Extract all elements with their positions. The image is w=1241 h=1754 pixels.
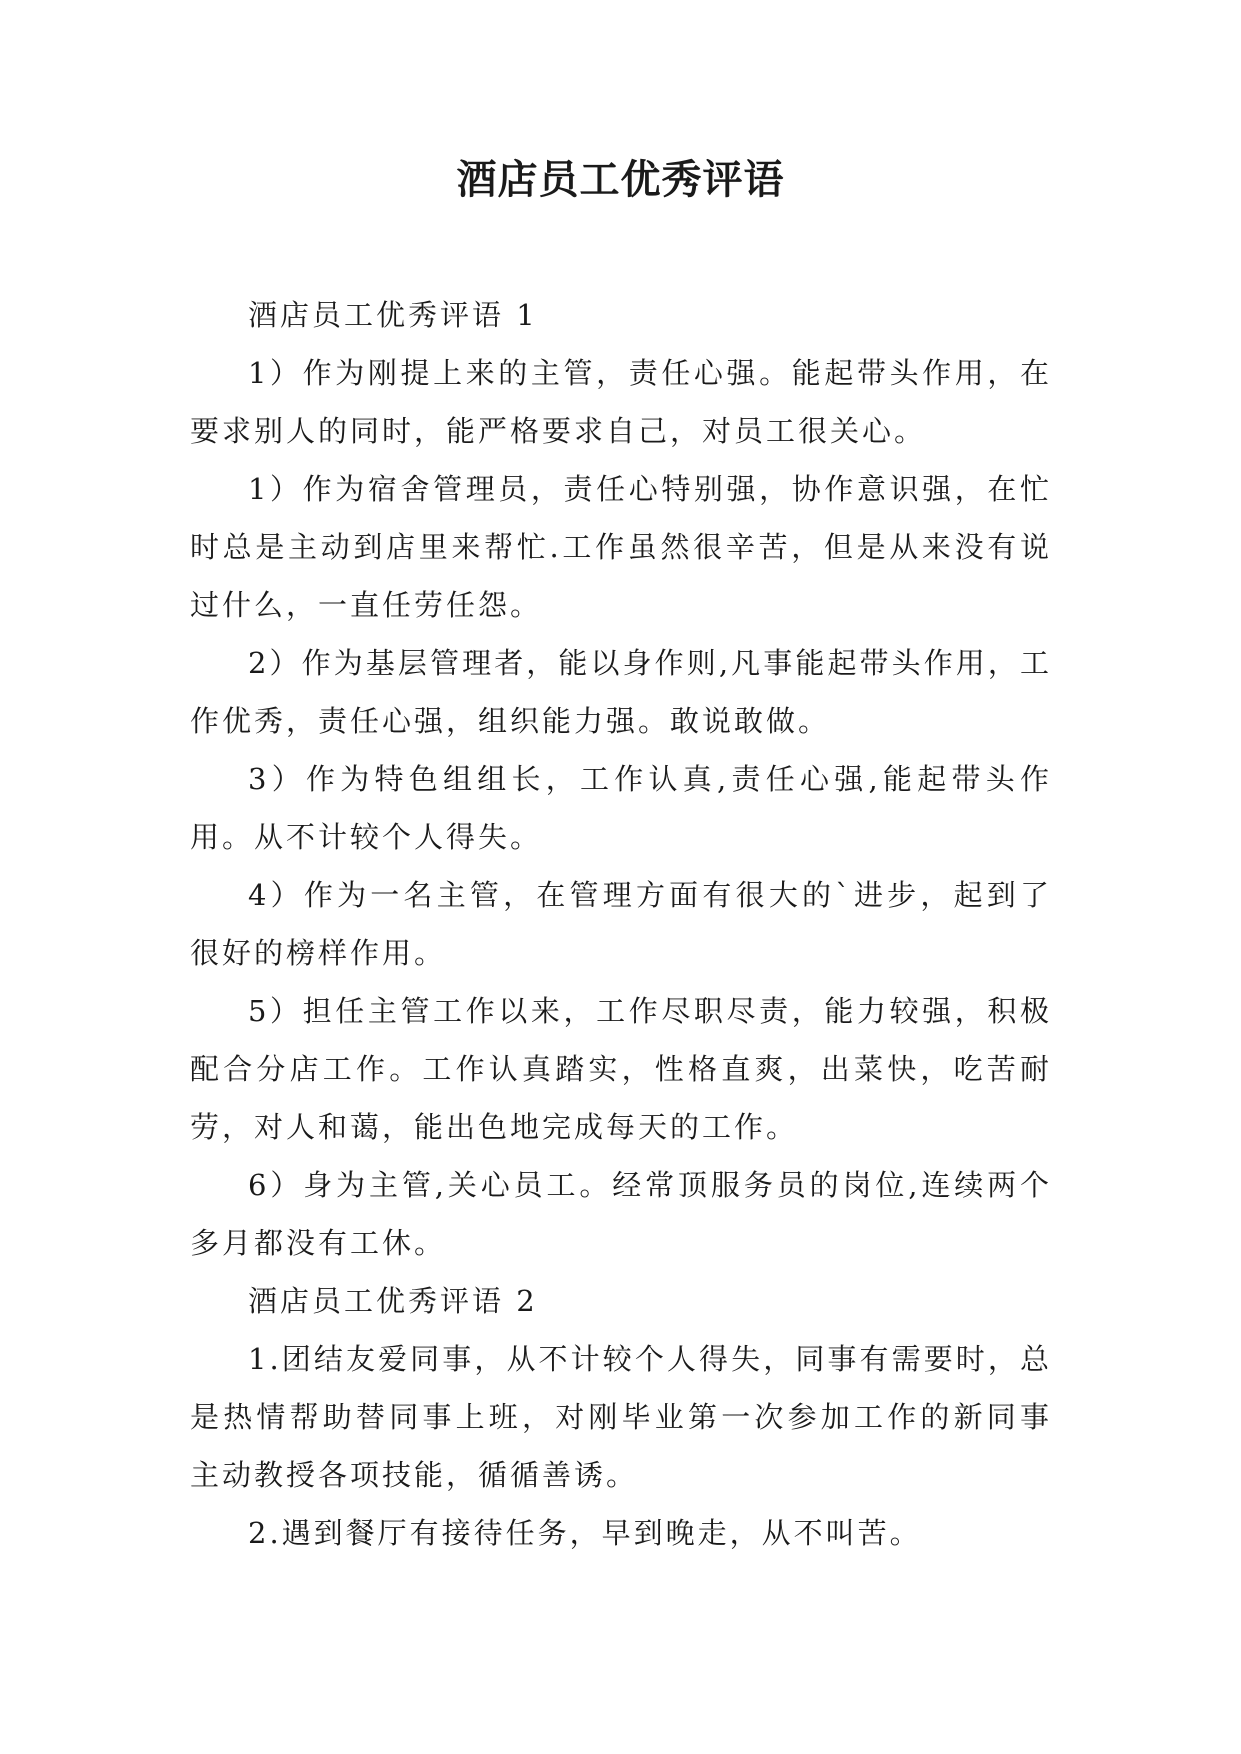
paragraph: 5）担任主管工作以来，工作尽职尽责，能力较强，积极配合分店工作。工作认真踏实，性格直爽，出菜快，吃苦耐劳，对人和蔼，能出色地完成每天的工作。	[190, 994, 1052, 1144]
paragraph: 1）作为刚提上来的主管，责任心强。能起带头作用，在要求别人的同时，能严格要求自己，对员工很关心。	[190, 356, 1052, 448]
paragraph: 4）作为一名主管，在管理方面有很大的`进步，起到了很好的榜样作用。	[190, 878, 1052, 970]
paragraph: 1）作为宿舍管理员，责任心特别强，协作意识强，在忙时总是主动到店里来帮忙.工作虽然很辛苦，但是从来没有说过什么，一直任劳任怨。	[190, 472, 1052, 622]
paragraph: 3）作为特色组组长，工作认真,责任心强,能起带头作用。从不计较个人得失。	[190, 762, 1052, 854]
section-heading-1: 酒店员工优秀评语 1	[248, 298, 538, 332]
paragraph: 6）身为主管,关心员工。经常顶服务员的岗位,连续两个多月都没有工休。	[190, 1168, 1052, 1260]
paragraph: 2）作为基层管理者，能以身作则,凡事能起带头作用，工作优秀，责任心强，组织能力强。敢说敢做。	[190, 646, 1052, 738]
paragraph: 2.遇到餐厅有接待任务，早到晚走，从不叫苦。	[248, 1516, 922, 1550]
document-body	[190, 286, 1052, 1562]
document-title: 酒店员工优秀评语	[456, 156, 785, 203]
section-heading-2: 酒店员工优秀评语 2	[248, 1284, 538, 1318]
paragraph: 1.团结友爱同事，从不计较个人得失，同事有需要时，总是热情帮助替同事上班，对刚毕业第一次参加工作的新同事主动教授各项技能，循循善诱。	[190, 1342, 1052, 1492]
